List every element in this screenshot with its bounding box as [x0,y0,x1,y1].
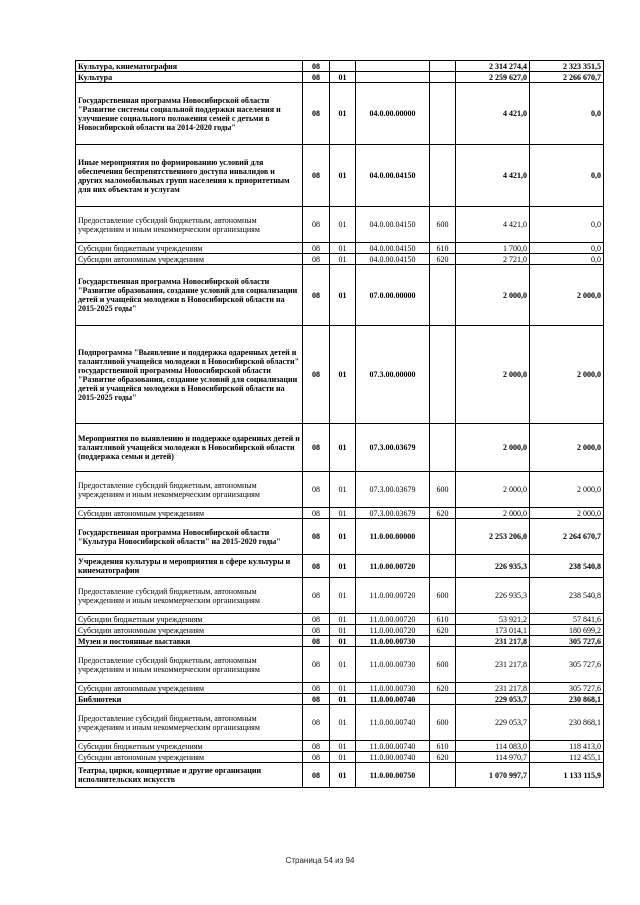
row-target-article: 07.3.00.00000 [356,326,430,424]
row-section: 08 [303,705,330,741]
row-target-article: 07.3.00.03679 [356,424,430,472]
table-row [76,207,604,243]
row-amount-year2: 230 868,1 [530,705,604,741]
row-expense-type: 620 [430,508,456,519]
row-subsection: 01 [330,243,356,254]
row-name: Библиотеки [76,694,303,705]
row-amount-year1: 2 000,0 [456,508,530,519]
row-amount-year1: 114 083,0 [456,741,530,752]
row-name: Субсидии автономным учреждениям [76,625,303,636]
table-row [76,424,604,472]
row-target-article: 11.0.00.00740 [356,741,430,752]
row-section: 08 [303,636,330,647]
row-amount-year2: 2 000,0 [530,424,604,472]
row-expense-type [430,83,456,145]
row-amount-year1: 114 970,7 [456,752,530,763]
row-expense-type [430,636,456,647]
row-name: Субсидии бюджетным учреждениям [76,614,303,625]
row-target-article [356,61,430,72]
row-name: Учреждения культуры и мероприятия в сфере культуры и кинематографии [76,555,303,578]
row-amount-year2: 2 266 670,7 [530,72,604,83]
row-amount-year1: 53 921,2 [456,614,530,625]
row-amount-year2: 180 699,2 [530,625,604,636]
row-target-article: 04.0.00.04150 [356,145,430,207]
table-row [76,265,604,326]
row-expense-type [430,326,456,424]
table-row [76,61,604,72]
row-amount-year2: 2 000,0 [530,265,604,326]
row-target-article: 04.0.00.04150 [356,254,430,265]
row-amount-year1: 4 421,0 [456,207,530,243]
row-subsection: 01 [330,694,356,705]
row-name: Государственная программа Новосибирской области "Развитие образования, создание условий для социализации детей и учащейся молодежи в Новосибирской области на 2015-2025 годы" [76,265,303,326]
row-expense-type: 600 [430,705,456,741]
row-expense-type: 620 [430,625,456,636]
row-amount-year1: 226 935,3 [456,578,530,614]
row-subsection: 01 [330,614,356,625]
row-amount-year1: 4 421,0 [456,83,530,145]
row-amount-year2: 0,0 [530,254,604,265]
row-target-article: 11.0.00.00730 [356,683,430,694]
table-row [76,683,604,694]
row-name: Государственная программа Новосибирской области "Культура Новосибирской области" на 2015-2020 годы" [76,519,303,555]
row-section: 08 [303,254,330,265]
row-subsection: 01 [330,705,356,741]
row-section: 08 [303,207,330,243]
row-target-article: 04.0.00.04150 [356,243,430,254]
row-expense-type: 610 [430,243,456,254]
row-amount-year2: 305 727,6 [530,683,604,694]
row-subsection: 01 [330,72,356,83]
row-amount-year2: 0,0 [530,83,604,145]
row-expense-type: 620 [430,683,456,694]
row-subsection: 01 [330,326,356,424]
row-target-article: 11.0.00.00740 [356,705,430,741]
row-name: Культура [76,72,303,83]
row-target-article: 11.0.00.00730 [356,636,430,647]
row-name: Предоставление субсидий бюджетным, автономным учреждениям и иным некоммерческим организациям [76,207,303,243]
row-amount-year1: 2 314 274,4 [456,61,530,72]
row-name: Предоставление субсидий бюджетным, автономным учреждениям и иным некоммерческим организациям [76,705,303,741]
row-amount-year1: 2 000,0 [456,265,530,326]
row-subsection: 01 [330,207,356,243]
row-expense-type: 610 [430,741,456,752]
table-row [76,508,604,519]
row-name: Предоставление субсидий бюджетным, автономным учреждениям и иным некоммерческим организациям [76,472,303,508]
table-row [76,625,604,636]
table-row [76,72,604,83]
table-row [76,694,604,705]
row-subsection: 01 [330,763,356,788]
page-number: Страница 54 из 94 [285,856,355,865]
table-row [76,763,604,788]
row-amount-year2: 118 413,0 [530,741,604,752]
row-amount-year2: 305 727,6 [530,636,604,647]
row-amount-year2: 2 323 351,5 [530,61,604,72]
row-target-article: 07.3.00.03679 [356,472,430,508]
row-amount-year1: 2 000,0 [456,326,530,424]
row-amount-year2: 238 540,8 [530,578,604,614]
row-section: 08 [303,72,330,83]
row-expense-type: 600 [430,647,456,683]
row-expense-type: 620 [430,752,456,763]
table-row [76,326,604,424]
row-section: 08 [303,243,330,254]
row-section: 08 [303,555,330,578]
row-amount-year2: 2 000,0 [530,326,604,424]
row-name: Подпрограмма "Выявление и поддержка одаренных детей и талантливой учащейся молодежи в Новосибирской области" государственной программы Новосибирской области "Развитие образования, создание условий для социализации детей и учащейся молодежи в Новосибирской области на 2015-2025 годы" [76,326,303,424]
row-expense-type: 610 [430,614,456,625]
row-subsection: 01 [330,519,356,555]
row-amount-year1: 2 253 206,0 [456,519,530,555]
row-subsection: 01 [330,265,356,326]
row-target-article: 11.0.00.00730 [356,647,430,683]
row-target-article: 07.0.00.00000 [356,265,430,326]
row-amount-year2: 1 133 115,9 [530,763,604,788]
row-section: 08 [303,61,330,72]
row-subsection: 01 [330,625,356,636]
table-row [76,519,604,555]
row-subsection: 01 [330,636,356,647]
row-expense-type [430,424,456,472]
row-amount-year2: 0,0 [530,145,604,207]
row-target-article: 11.0.00.00720 [356,614,430,625]
row-amount-year1: 231 217,8 [456,647,530,683]
row-amount-year1: 231 217,8 [456,636,530,647]
row-expense-type [430,265,456,326]
row-section: 08 [303,472,330,508]
row-name: Субсидии автономным учреждениям [76,508,303,519]
row-expense-type [430,694,456,705]
row-subsection: 01 [330,508,356,519]
row-amount-year2: 305 727,6 [530,647,604,683]
table-row [76,472,604,508]
row-subsection: 01 [330,752,356,763]
row-subsection: 01 [330,741,356,752]
row-expense-type [430,763,456,788]
table-row [76,83,604,145]
row-name: Музеи и постоянные выставки [76,636,303,647]
row-name: Предоставление субсидий бюджетным, автономным учреждениям и иным некоммерческим организациям [76,578,303,614]
row-expense-type [430,145,456,207]
row-name: Субсидии автономным учреждениям [76,254,303,265]
row-subsection: 01 [330,647,356,683]
row-amount-year1: 2 000,0 [456,424,530,472]
row-section: 08 [303,763,330,788]
row-name: Мероприятия по выявлению и поддержке одаренных детей и талантливой учащейся молодежи в Новосибирской области (поддержка семьи и детей) [76,424,303,472]
row-expense-type [430,72,456,83]
table-row [76,752,604,763]
row-target-article: 11.0.00.00720 [356,625,430,636]
row-amount-year2: 0,0 [530,207,604,243]
row-name: Предоставление субсидий бюджетным, автономным учреждениям и иным некоммерческим организациям [76,647,303,683]
row-expense-type: 620 [430,254,456,265]
row-expense-type: 600 [430,578,456,614]
table-row [76,647,604,683]
row-section: 08 [303,683,330,694]
row-amount-year1: 2 259 627,0 [456,72,530,83]
row-subsection: 01 [330,145,356,207]
row-section: 08 [303,265,330,326]
row-section: 08 [303,83,330,145]
row-target-article [356,72,430,83]
row-subsection: 01 [330,424,356,472]
table-row [76,614,604,625]
row-target-article: 11.0.00.00740 [356,752,430,763]
row-section: 08 [303,647,330,683]
budget-table [75,60,604,788]
row-subsection [330,61,356,72]
row-target-article: 11.0.00.00720 [356,578,430,614]
row-target-article: 11.0.00.00720 [356,555,430,578]
row-expense-type: 600 [430,207,456,243]
row-amount-year1: 1 700,0 [456,243,530,254]
row-amount-year1: 2 721,0 [456,254,530,265]
row-section: 08 [303,424,330,472]
row-amount-year1: 231 217,8 [456,683,530,694]
row-section: 08 [303,578,330,614]
row-section: 08 [303,614,330,625]
row-amount-year1: 226 935,3 [456,555,530,578]
table-row [76,705,604,741]
budget-table-body [76,61,604,788]
row-amount-year1: 1 070 997,7 [456,763,530,788]
row-section: 08 [303,752,330,763]
row-section: 08 [303,326,330,424]
row-target-article: 04.0.00.04150 [356,207,430,243]
row-target-article: 07.3.00.03679 [356,508,430,519]
row-subsection: 01 [330,83,356,145]
row-amount-year1: 173 014,1 [456,625,530,636]
row-name: Субсидии бюджетным учреждениям [76,741,303,752]
row-name: Субсидии бюджетным учреждениям [76,243,303,254]
row-subsection: 01 [330,254,356,265]
row-name: Субсидии автономным учреждениям [76,752,303,763]
row-target-article: 04.0.00.00000 [356,83,430,145]
row-expense-type [430,61,456,72]
row-amount-year2: 2 000,0 [530,508,604,519]
row-subsection: 01 [330,472,356,508]
row-section: 08 [303,519,330,555]
row-amount-year2: 0,0 [530,243,604,254]
row-amount-year1: 4 421,0 [456,145,530,207]
row-subsection: 01 [330,578,356,614]
table-row [76,243,604,254]
row-expense-type [430,519,456,555]
row-name: Театры, цирки, концертные и другие организации исполнительских искусств [76,763,303,788]
row-section: 08 [303,508,330,519]
table-row [76,254,604,265]
row-name: Культура, кинематография [76,61,303,72]
row-section: 08 [303,694,330,705]
row-name: Субсидии автономным учреждениям [76,683,303,694]
row-section: 08 [303,741,330,752]
row-target-article: 11.0.00.00000 [356,519,430,555]
table-row [76,741,604,752]
row-expense-type [430,555,456,578]
row-section: 08 [303,625,330,636]
table-row [76,555,604,578]
row-amount-year1: 229 053,7 [456,694,530,705]
row-amount-year2: 57 841,6 [530,614,604,625]
table-row [76,578,604,614]
row-section: 08 [303,145,330,207]
row-amount-year1: 229 053,7 [456,705,530,741]
row-amount-year2: 112 455,1 [530,752,604,763]
row-target-article: 11.0.00.00740 [356,694,430,705]
table-row [76,636,604,647]
row-name: Иные мероприятия по формированию условий для обеспечения беспрепятственного доступа инвалидов и других маломобильных групп населения к приоритетным для них объектам и услугам [76,145,303,207]
row-expense-type: 600 [430,472,456,508]
table-row [76,145,604,207]
row-amount-year2: 230 868,1 [530,694,604,705]
row-amount-year2: 238 540,8 [530,555,604,578]
row-subsection: 01 [330,555,356,578]
row-amount-year2: 2 000,0 [530,472,604,508]
row-target-article: 11.0.00.00750 [356,763,430,788]
row-amount-year1: 2 000,0 [456,472,530,508]
row-amount-year2: 2 264 670,7 [530,519,604,555]
row-subsection: 01 [330,683,356,694]
row-name: Государственная программа Новосибирской области "Развитие системы социальной поддержки населения и улучшение социального положения семей с детьми в Новосибирской области на 2014-2020 годы" [76,83,303,145]
